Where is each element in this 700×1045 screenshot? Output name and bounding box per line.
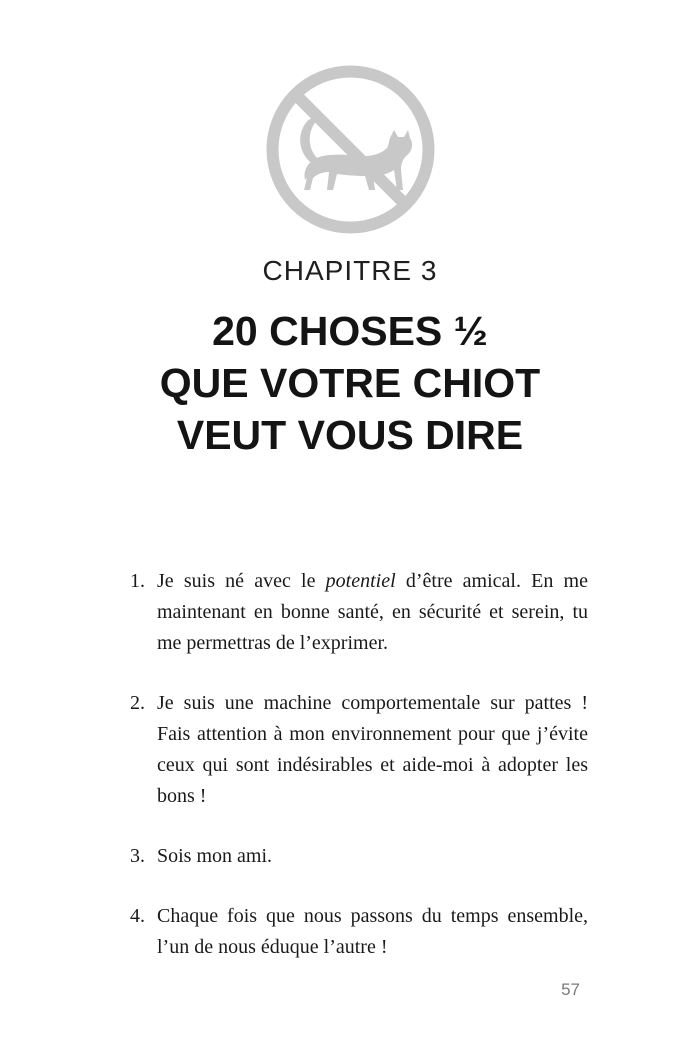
chapter-title-line: QUE VOTRE CHIOT <box>159 360 541 406</box>
list-item-number: 1. <box>130 570 145 592</box>
chapter-title-line: 20 CHOSES ½ <box>212 308 488 354</box>
chapter-label: CHAPITRE 3 <box>262 255 438 286</box>
list-item-number: 2. <box>130 692 145 714</box>
list-item <box>130 901 588 963</box>
list-item-text: Je suis né avec le potentiel d’être amical. En me maintenant en bonne santé, en sécurité et serein, tu me permettras de l’exprimer. <box>157 570 588 654</box>
chapter-title-line: VEUT VOUS DIRE <box>176 412 524 458</box>
numbered-list <box>130 566 588 992</box>
page-number: 57 <box>561 980 580 999</box>
chapter-title <box>0 305 700 461</box>
emphasized-word: potentiel <box>325 570 396 592</box>
list-item-text: Je suis une machine comportementale sur pattes ! Fais attention à mon environnement pour que j’évite ceux qui sont indésirables et aide-moi à adopter les bons ! <box>157 692 588 807</box>
list-item-text: Chaque fois que nous passons du temps ensemble, l’un de nous éduque l’autre ! <box>157 905 588 958</box>
list-item-number: 3. <box>130 845 145 867</box>
list-item <box>130 566 588 659</box>
list-item <box>130 841 588 872</box>
no-cat-icon <box>263 62 438 237</box>
list-item-number: 4. <box>130 905 145 927</box>
list-item <box>130 688 588 812</box>
list-item-text: Sois mon ami. <box>157 845 273 867</box>
